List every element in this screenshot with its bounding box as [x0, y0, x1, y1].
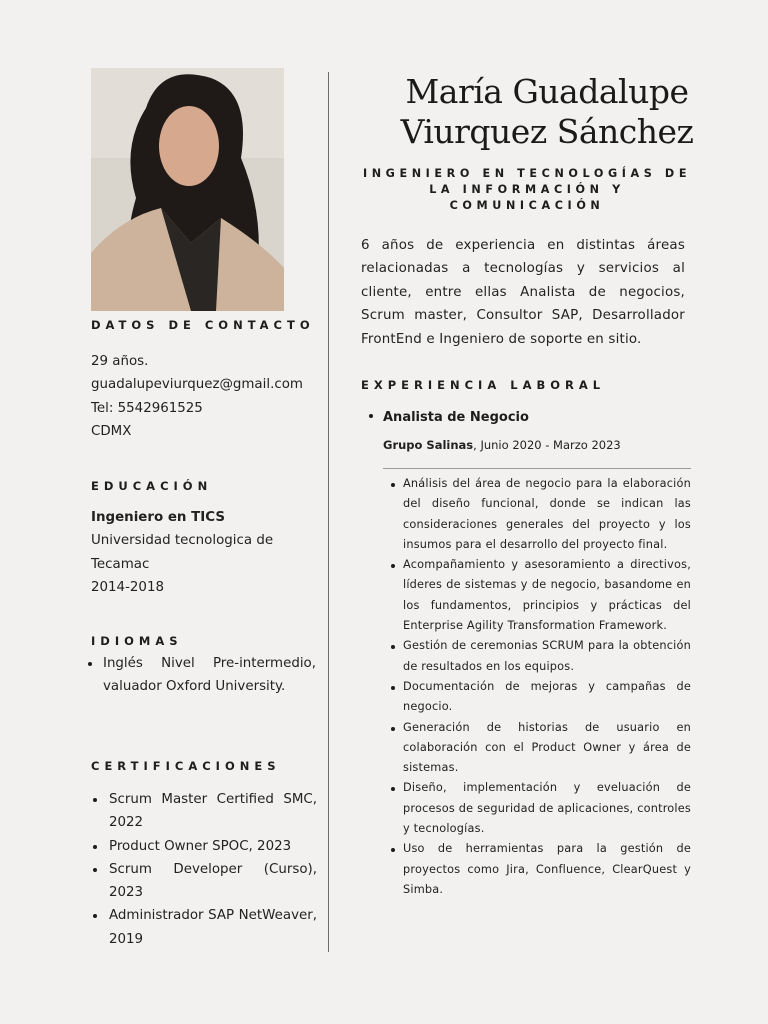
education-degree: Ingeniero en TICS — [91, 510, 225, 525]
contact-block — [91, 350, 321, 443]
language-item: Inglés Nivel Pre-intermedio, valuador Oxford University. — [86, 652, 316, 699]
languages-list — [86, 652, 316, 699]
education-block — [91, 506, 291, 599]
job-task: Generación de historias de usuario en colaboración con el Product Owner y área de sistemas. — [385, 718, 691, 779]
languages-heading: IDIOMAS — [91, 634, 183, 648]
certification-item: Administrador SAP NetWeaver, 2019 — [91, 904, 317, 951]
certifications-list — [91, 788, 317, 951]
name-line-2: Viurquez Sánchez — [400, 112, 694, 151]
contact-heading: DATOS DE CONTACTO — [91, 318, 315, 332]
profile-photo — [91, 68, 284, 311]
job-task: Diseño, implementación y eveluación de procesos de seguridad de aplicaciones, controles y tecnologías. — [385, 778, 691, 839]
job-task: Gestión de ceremonias SCRUM para la obtención de resultados en los equipos. — [385, 636, 691, 677]
experience-heading: EXPERIENCIA LABORAL — [361, 378, 606, 392]
job-company-line — [383, 438, 621, 452]
job-tasks-list — [385, 474, 691, 900]
contact-email[interactable]: guadalupeviurquez@gmail.com — [91, 377, 303, 393]
job-divider — [383, 468, 691, 469]
job-task: Uso de herramientas para la gestión de proyectos como Jira, Confluence, ClearQuest y Simba. — [385, 839, 691, 900]
column-divider — [328, 72, 329, 952]
contact-age: 29 años. — [91, 354, 149, 369]
job-task: Acompañamiento y asesoramiento a directivos, líderes de sistemas y de negocio, basandome en los fundamentos, principios y prácticas del Enterprise Agility Transformation Framework. — [385, 555, 691, 636]
job-period: , Junio 2020 - Marzo 2023 — [473, 438, 621, 452]
education-years: 2014-2018 — [91, 579, 164, 595]
job-position: Analista de Negocio — [361, 410, 529, 425]
profile-summary: 6 años de experiencia en distintas áreas relacionadas a tecnologías y servicios al cliente, entre ellas Analista de negocios, Scrum master, Consultor SAP, Desarrollador FrontEnd e Ingeniero de soporte en sitio. — [361, 238, 685, 347]
contact-phone[interactable]: Tel: 5542961525 — [91, 400, 203, 416]
job-role-title: INGENIERO EN TECNOLOGÍAS DE LA INFORMACIÓN Y COMUNICACIÓN — [362, 167, 692, 212]
job-task: Documentación de mejoras y campañas de negocio. — [385, 677, 691, 718]
contact-city: CDMX — [91, 423, 132, 439]
certification-item: Product Owner SPOC, 2023 — [91, 835, 317, 858]
job-company: Grupo Salinas — [383, 438, 474, 452]
name-line-1: María Guadalupe — [405, 72, 689, 111]
certification-item: Scrum Developer (Curso), 2023 — [91, 858, 317, 905]
job-task: Análisis del área de negocio para la elaboración del diseño funcional, donde se indican las consideraciones generales del proyecto y los insumos para el desarrollo del proyecto final. — [385, 474, 691, 555]
certifications-heading: CERTIFICACIONES — [91, 759, 281, 773]
person-name — [361, 72, 733, 152]
education-heading: EDUCACIÓN — [91, 479, 213, 493]
certification-item: Scrum Master Certified SMC, 2022 — [91, 788, 317, 835]
education-school: Universidad tecnologica de Tecamac — [91, 533, 274, 572]
